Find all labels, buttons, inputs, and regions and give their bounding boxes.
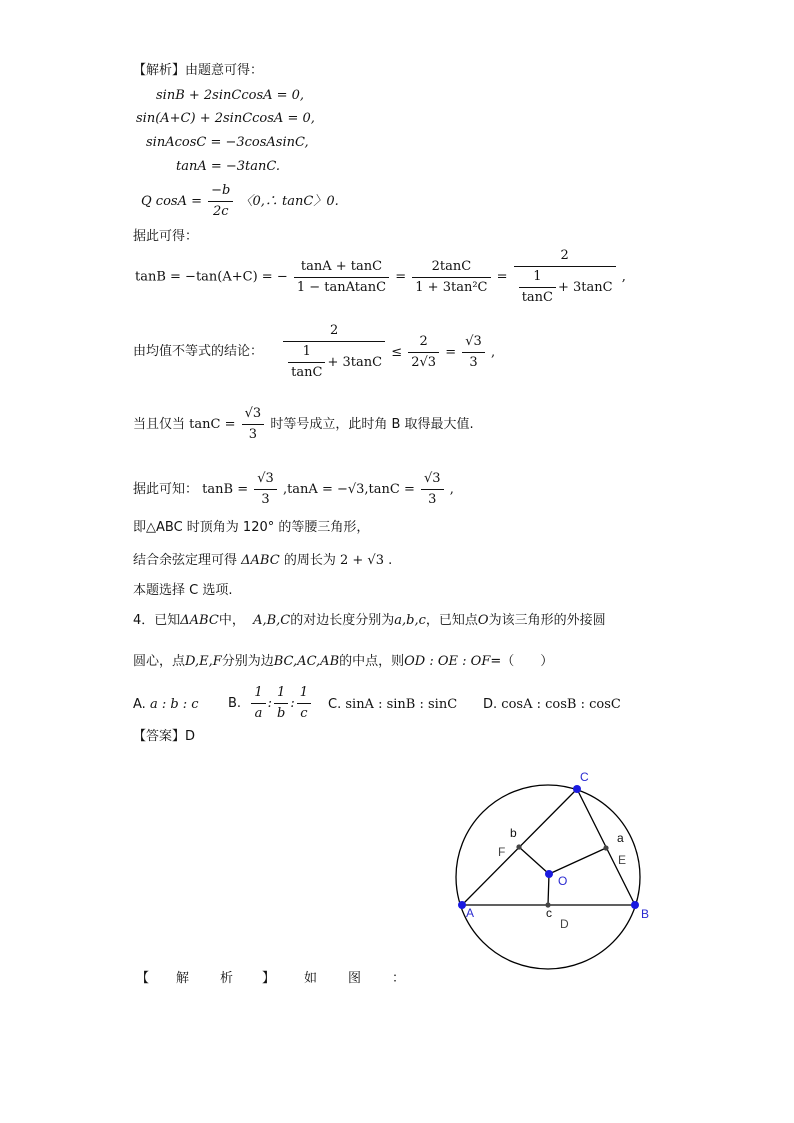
q4-sides: a,b,c xyxy=(394,613,426,628)
derivation-line-2: sin(A+C) + 2sinCcosA = 0, xyxy=(136,111,315,126)
option-b-num-1: 1 xyxy=(254,685,263,700)
tanB-lhs: tanB = −tan(A+C) = − xyxy=(135,269,288,285)
derivation-line-3: sinAcosC = −3cosAsinC, xyxy=(146,135,309,150)
known-a-num: √3 xyxy=(257,471,274,486)
tanB-f3-den-c: + 3tanC xyxy=(557,280,613,295)
known-prefix: 据此可知： xyxy=(133,482,199,497)
ineq-le: ≤ xyxy=(391,344,403,360)
ineq-s-den: 3 xyxy=(462,352,485,372)
circumcircle-figure xyxy=(440,760,670,975)
ineq-r-num: 2 xyxy=(419,333,428,349)
tanB-f2-den: 1 + 3tan²C xyxy=(412,277,490,297)
point-A xyxy=(458,901,466,909)
tanB-f1-den: 1 − tanAtanC xyxy=(294,277,389,297)
option-b-den-2: b xyxy=(274,703,288,723)
because-suffix: 〈0,∴ tanC〉0. xyxy=(239,194,339,209)
label-A: A xyxy=(466,906,475,920)
known-a: tanB = xyxy=(202,482,249,497)
derivation-line-1: sinB + 2sinCcosA = 0, xyxy=(156,88,305,103)
perimeter-prefix: 结合余弦定理可得 xyxy=(133,553,238,568)
perimeter-expr: ΔABC xyxy=(241,553,280,568)
equality-prefix: 当且仅当 xyxy=(133,417,186,432)
option-b-num-2: 1 xyxy=(277,685,286,700)
q4-text-7: 的中点，则 xyxy=(339,654,405,669)
known-c-den: 3 xyxy=(421,489,444,509)
q4-line-1 xyxy=(133,612,606,630)
bottom-bracket-close: 】 xyxy=(262,971,276,986)
q4-text-6: 分别为边 xyxy=(221,654,274,669)
q4-text-4: 为该三角形的外接圆 xyxy=(488,613,606,628)
option-a[interactable] xyxy=(133,696,199,714)
point-C xyxy=(573,785,581,793)
known-a-den: 3 xyxy=(254,489,277,509)
perimeter-line xyxy=(133,552,392,570)
because-num: −b xyxy=(211,183,231,198)
ineq-den-c: + 3tanC xyxy=(327,355,383,370)
option-b-den-1: a xyxy=(251,703,265,723)
equality-expr: tanC = xyxy=(189,417,236,432)
label-side-b: b xyxy=(510,826,517,840)
bottom-colon: ： xyxy=(392,971,406,986)
bottom-char-xi: 析 xyxy=(220,971,234,986)
label-E: E xyxy=(618,853,627,867)
ineq-s-num: √3 xyxy=(465,333,482,349)
tanB-f1-num: tanA + tanC xyxy=(300,258,383,274)
bottom-char-tu: 图 xyxy=(348,971,362,986)
equality-num: √3 xyxy=(244,406,262,421)
equality-den: 3 xyxy=(242,424,265,444)
tanB-f3-den-b: tanC xyxy=(519,287,556,307)
q4-triangle: ΔABC xyxy=(180,613,219,628)
label-F: F xyxy=(498,845,506,859)
label-O: O xyxy=(558,874,568,888)
label-C: C xyxy=(580,770,589,784)
bottom-char-jie: 解 xyxy=(176,971,190,986)
known-b: ,tanA = −√3,tanC = xyxy=(282,482,415,497)
option-d-label: D. xyxy=(483,697,498,712)
perimeter-value: 2 + √3 xyxy=(339,553,384,568)
option-b-den-3: c xyxy=(297,703,311,723)
label-D: D xyxy=(560,917,569,931)
point-O xyxy=(545,870,553,878)
equality-suffix: 时等号成立，此时角 B 取得最大值. xyxy=(270,417,474,432)
analysis-header: 【解析】由题意可得： xyxy=(133,63,264,78)
known-c-num: √3 xyxy=(424,471,441,486)
q4-text-3: ，已知点 xyxy=(425,613,478,628)
label-side-a: a xyxy=(617,831,624,845)
point-B xyxy=(631,901,639,909)
tanB-tail: , xyxy=(621,269,626,285)
ineq-label: 由均值不等式的结论： xyxy=(133,344,264,359)
q4-text-5: 圆心，点 xyxy=(133,654,186,669)
tanB-f3-den-a: 1 xyxy=(533,269,542,284)
because-den: 2c xyxy=(208,201,233,221)
q4-edges: BC,AC,AB xyxy=(273,654,340,669)
option-a-text: a : b : c xyxy=(149,697,199,712)
because-line xyxy=(141,182,339,221)
q4-line-2 xyxy=(133,653,553,671)
option-d[interactable] xyxy=(483,696,621,714)
bottom-char-ru: 如 xyxy=(304,971,318,986)
ineq-den-a: 1 xyxy=(302,344,311,359)
q4-text-1: 中， xyxy=(218,613,245,628)
option-b[interactable]: B. $\frac{1}{a}$ : $\frac{1}{b}$ : $\frac{1}{c}$ xyxy=(228,684,313,723)
option-c-label: C. xyxy=(328,697,342,712)
perimeter-middle: 的周长为 xyxy=(283,553,336,568)
ineq-r-den: 2√3 xyxy=(408,352,439,372)
segment-OF xyxy=(519,847,549,874)
q4-number: 4．已知 xyxy=(133,613,181,628)
option-c-text: sinA : sinB : sinC xyxy=(345,697,458,712)
derivation-line-4: tanA = −3tanC. xyxy=(176,159,281,174)
ineq-tail: , xyxy=(490,344,496,360)
ineq-den-b: tanC xyxy=(288,362,325,382)
option-b-num-3: 1 xyxy=(299,685,308,700)
q4-ratio: OD : OE : OF xyxy=(404,654,491,669)
q4-midpoints: D,E,F xyxy=(185,654,222,669)
thus-label: 据此可得： xyxy=(133,229,199,244)
tanB-equation: tanB = −tan(A+C) = − $\frac{\tan A + \tan C}{\text{1 − tanAtanC}}$ = $\frac{2\tan C}{\text{1 + 3tan²C}}$ = 2 $\frac{1}{\tan C}$ + 3tanC , xyxy=(135,248,626,305)
known-tail: , xyxy=(449,482,454,497)
point-E xyxy=(603,845,608,850)
known-line xyxy=(133,470,454,509)
point-F xyxy=(516,844,521,849)
ineq-eq: = xyxy=(445,344,457,360)
triangle-line: 即△ABC 时顶角为 120° 的等腰三角形， xyxy=(133,520,370,535)
tanB-f3-num: 2 xyxy=(560,248,569,263)
option-d-text: cosA : cosB : cosC xyxy=(501,697,621,712)
label-side-c: c xyxy=(546,906,552,920)
option-a-label: A. xyxy=(133,697,146,712)
segment-OD xyxy=(548,874,549,905)
q4-blank: =（ ） xyxy=(490,654,554,669)
equality-line xyxy=(133,405,474,444)
answer-line: 【答案】D xyxy=(133,729,196,744)
choice-line: 本题选择 C 选项. xyxy=(133,583,233,598)
segment-OE xyxy=(549,848,606,874)
q4-text-2: 的对边长度分别为 xyxy=(290,613,395,628)
inequality-line xyxy=(133,322,495,382)
perimeter-tail: . xyxy=(388,553,393,568)
option-b-label: B. xyxy=(228,695,242,711)
because-prefix: Q cosA = xyxy=(141,194,202,209)
tanB-f2-num: 2tanC xyxy=(431,258,472,274)
q4-angles: A,B,C xyxy=(253,613,291,628)
label-B: B xyxy=(641,907,650,921)
option-c[interactable] xyxy=(328,696,457,714)
q4-point-O: O xyxy=(477,613,489,628)
bottom-bracket-open: 【 xyxy=(136,971,150,986)
ineq-num: 2 xyxy=(329,323,339,338)
